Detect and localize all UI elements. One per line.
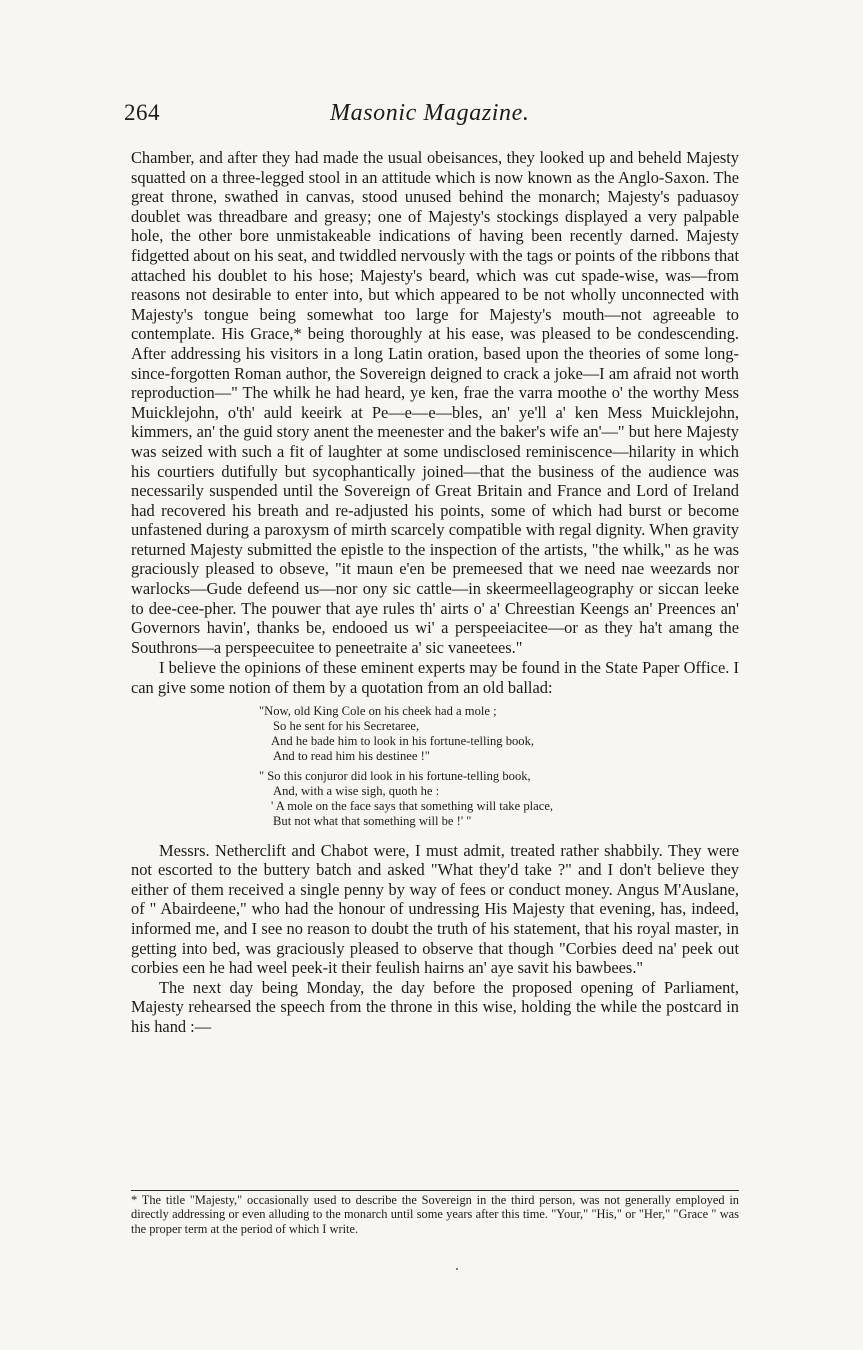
verse-line: ' A mole on the face says that something will take place, <box>271 798 554 813</box>
page-number: 264 <box>124 100 160 125</box>
paragraph: The next day being Monday, the day before the proposed opening of Parliament, Majesty rehearsed the speech from the throne in this wise, holding the while the postcard in his hand :— <box>131 977 739 1036</box>
verse-line: So he sent for his Secretaree, <box>273 718 420 733</box>
page-header <box>0 100 863 134</box>
verse-line: And to read him his destinee !" <box>273 748 430 763</box>
verse-line: And he bade him to look in his fortune-telling book, <box>271 733 535 748</box>
running-title: Masonic Magazine. <box>330 100 530 126</box>
stanza <box>259 704 739 764</box>
verse-line: " So this conjuror did look in his fortune-telling book, <box>259 768 531 783</box>
paragraph: Messrs. Netherclift and Chabot were, I must admit, treated rather shabbily. They were not escorted to the buttery batch and asked "What they'd take ?" and I don't believe they either of them received a single penny by way of fees or conduct money. Angus M'Auslane, of " Abairdeene," who had the honour of undressing His Majesty that evening, has, indeed, informed me, and I see no reason to doubt the truth of his statement, that his royal master, in getting into bed, was graciously pleased to observe that though "Corbies deed na' peek out corbies een he had weel peek-it their feulish hairns an' aye savit his bawbees." <box>131 840 739 978</box>
paragraph: I believe the opinions of these eminent experts may be found in the State Paper Office. I can give some notion of them by a quotation from an old ballad: <box>131 658 739 698</box>
stanza <box>259 769 739 829</box>
verse-line: But not what that something will be !' " <box>273 813 472 828</box>
article-body <box>131 148 739 1037</box>
verse-line: "Now, old King Cole on his cheek had a mole ; <box>259 703 497 718</box>
paragraph: Chamber, and after they had made the usual obeisances, they looked up and beheld Majesty squatted on a three-legged stool in an attitude which is now known as the Anglo-Saxon. The great throne, swathed in canvas, stood unused behind the monarch; Majesty's paduasoy doublet was threadbare and greasy; one of Majesty's stockings displayed a very palpable hole, the other bore unmistakeable indications of having been recently darned. Majesty fidgetted about on his seat, and twiddled nervously with the tags or points of the ribbons that attached his doublet to his hose; Majesty's beard, which was cut spade-wise, was—from reasons not desirable to enter into, but which appeared to be not wholly unconnected with Majesty's tongue being somewhat too large for Majesty's mouth—not agreeable to contemplate. His Grace,* being thoroughly at his ease, was pleased to be condescending. After addressing his visitors in a long Latin oration, based upon the theories of some long-since-forgotten Roman author, the Sovereign deigned to crack a joke—I am afraid not worth reproduction—" The whilk he had heard, ye ken, frae the varra moothe o' the worthy Mess Muicklejohn, o'th' auld keeirk at Pe—e—e—bles, an' ye'll a' ken Mess Muicklejohn, kimmers, an' the guid story anent the meenester and the baker's wife an'—" but here Majesty was seized with such a fit of laughter at some undisclosed reminiscence—hilarity in which his courtiers dutifully but sycophantically joined—that the business of the audience was necessarily suspended until the Sovereign of Great Britain and France and Lord of Ireland had recovered his breath and re-adjusted his points, some of which had burst or become unfastened during a paroxysm of mirth scarcely compatible with regal dignity. When gravity returned Majesty submitted the epistle to the inspection of the artists, "the whilk," as he was graciously pleased to obseve, "it maun e'en be premeesed that we need nae weezards nor warlocks—Gude defeend us—nor ony sic cattle—in skeermeellageography or siccan leeke to dee-cee-pher. The pouwer that aye rules th' airts o' a' Chreestian Keengs an' Preences an' Governors havin', thanks be, endooed us wi' a perspeeiacitee—or as they ha't amang the Southrons—a perspeecuitee to peneetraite a' sic vaneetees." <box>131 148 739 657</box>
verse-line: And, with a wise sigh, quoth he : <box>273 783 440 798</box>
footnote-rule <box>131 1190 739 1191</box>
ballad-quotation <box>259 704 739 829</box>
footnote: * The title "Majesty," occasionally used to describe the Sovereign in the third person, was not generally employed in directly addressing or even alluding to the monarch until some years after this time. "Your," "His," or "Her," "Grace " was the proper term at the period of which I write. <box>131 1193 739 1236</box>
print-speck <box>456 1268 458 1270</box>
